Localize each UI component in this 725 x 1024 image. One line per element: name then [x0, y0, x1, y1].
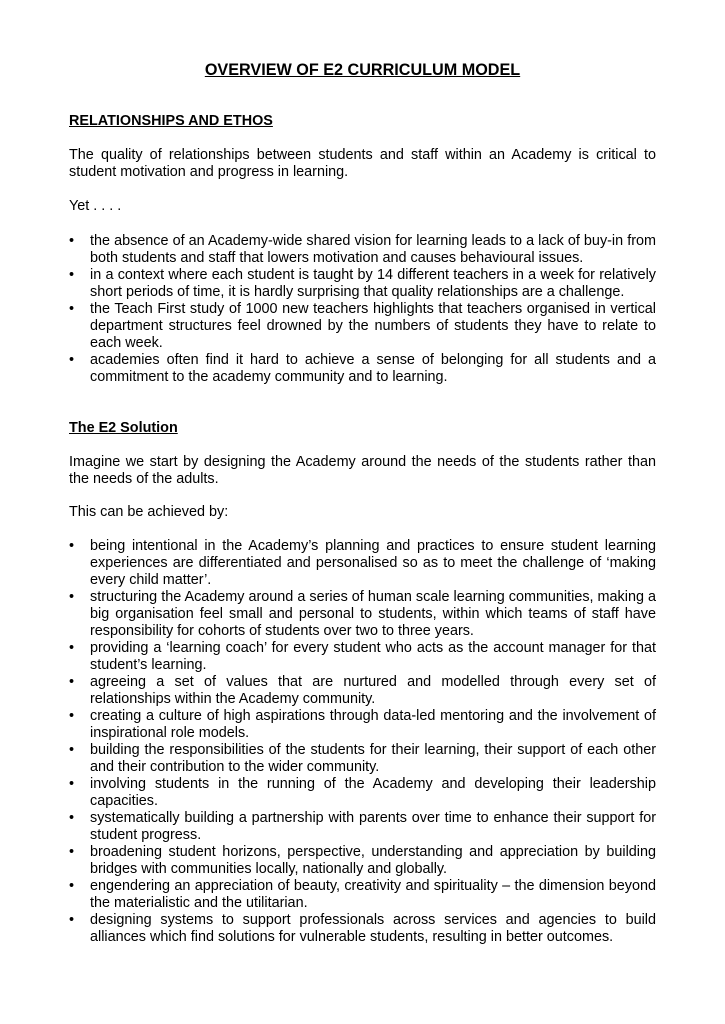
list-item-text: the absence of an Academy-wide shared vision for learning leads to a lack of buy-in from both students and staff that lowers motivation and causes behavioural issues. [90, 233, 656, 266]
bullet-icon: • [69, 708, 75, 724]
list-item [69, 589, 656, 640]
bullet-icon: • [69, 589, 75, 605]
bullet-icon: • [69, 640, 75, 656]
list-item [69, 810, 656, 844]
list-item [69, 674, 656, 708]
list-item-text: the Teach First study of 1000 new teachers highlights that teachers organised in vertical department structures feel drowned by the numbers of students they have to relate to each week. [90, 301, 656, 351]
bullet-icon: • [69, 810, 75, 826]
list-item-text: being intentional in the Academy’s planning and practices to ensure student learning experiences are differentiated and personalised so as to meet the challenge of ‘making every child matter’. [90, 538, 656, 588]
list-item-text: involving students in the running of the Academy and developing their leadership capacities. [90, 776, 656, 809]
bullet-icon: • [69, 844, 75, 860]
section2-bullet-list [69, 538, 656, 946]
list-item-text: designing systems to support professionals across services and agencies to build alliances which find solutions for vulnerable students, resulting in better outcomes. [90, 912, 656, 945]
list-item [69, 538, 656, 589]
list-item [69, 233, 656, 267]
list-item-text: structuring the Academy around a series of human scale learning communities, making a big organisation feel small and personal to students, within which teams of staff have responsibility for cohorts of students over two to three years. [90, 589, 656, 639]
bullet-icon: • [69, 912, 75, 928]
bullet-icon: • [69, 776, 75, 792]
list-item [69, 708, 656, 742]
bullet-icon: • [69, 267, 75, 283]
list-item-text: engendering an appreciation of beauty, creativity and spirituality – the dimension beyond the materialistic and the utilitarian. [90, 878, 656, 911]
bullet-icon: • [69, 233, 75, 249]
list-item [69, 878, 656, 912]
document-title: OVERVIEW OF E2 CURRICULUM MODEL [204, 61, 521, 79]
list-item [69, 352, 656, 386]
bullet-icon: • [69, 674, 75, 690]
bullet-icon: • [69, 352, 75, 368]
bullet-icon: • [69, 301, 75, 317]
list-item-text: academies often find it hard to achieve a sense of belonging for all students and a commitment to the academy community and to learning. [90, 352, 656, 385]
list-item [69, 844, 656, 878]
section-heading-e2-solution: The E2 Solution [69, 420, 178, 436]
list-item [69, 640, 656, 674]
section2-intro-paragraph: Imagine we start by designing the Academy around the needs of the students rather than the needs of the adults. [69, 454, 656, 487]
yet-paragraph: Yet . . . . [69, 198, 122, 214]
bullet-icon: • [69, 878, 75, 894]
section1-bullet-list [69, 233, 656, 386]
list-item-text: creating a culture of high aspirations through data-led mentoring and the involvement of inspirational role models. [90, 708, 656, 741]
list-item-text: providing a ‘learning coach’ for every student who acts as the account manager for that student’s learning. [90, 640, 656, 673]
list-item-text: in a context where each student is taught by 14 different teachers in a week for relatively short periods of time, it is hardly surprising that quality relationships are a challenge. [90, 267, 656, 300]
list-item-text: systematically building a partnership with parents over time to enhance their support for student progress. [90, 810, 656, 843]
list-item [69, 301, 656, 352]
bullet-icon: • [69, 538, 75, 554]
list-item [69, 742, 656, 776]
list-item-text: broadening student horizons, perspective, understanding and appreciation by building bridges with communities locally, nationally and globally. [90, 844, 656, 877]
section1-intro-paragraph: The quality of relationships between students and staff within an Academy is critical to student motivation and progress in learning. [69, 147, 656, 180]
section-heading-relationships: RELATIONSHIPS AND ETHOS [69, 113, 273, 129]
list-item-text: building the responsibilities of the students for their learning, their support of each other and their contribution to the wider community. [90, 742, 656, 775]
list-item [69, 912, 656, 946]
list-item-text: agreeing a set of values that are nurtured and modelled through every set of relationships within the Academy community. [90, 674, 656, 707]
list-item [69, 776, 656, 810]
list-item [69, 267, 656, 301]
bullet-icon: • [69, 742, 75, 758]
achieved-by-paragraph: This can be achieved by: [69, 504, 229, 520]
